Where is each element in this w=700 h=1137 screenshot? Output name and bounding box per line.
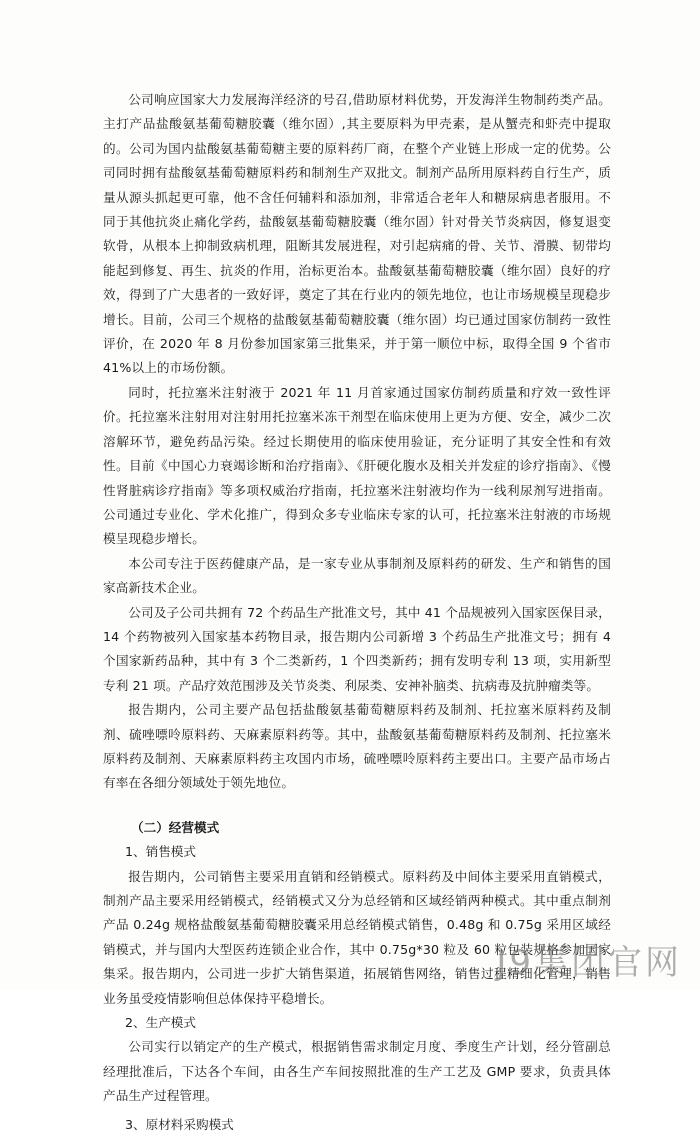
subsection-title-production: 2、生产模式	[125, 1015, 196, 1031]
paragraph-main-products: 报告期内，公司主要产品包括盐酸氨基葡萄糖原料药及制剂、托拉塞米原料药及制剂、硫唑嘌呤原料药、天麻素原料药等。其中，盐酸氨基葡萄糖原料药及制剂、托拉塞米原料药及制剂、天麻素原料药主攻国内市场，硫唑嘌呤原料药主要出口。主要产品市场占有率在各细分领域处于领先地位。	[103, 702, 611, 791]
paragraph-main-product: 公司响应国家大力发展海洋经济的号召,借助原材料优势，开发海洋生物制药类产品。主打产品盐酸氨基葡萄糖胶囊（维尔固）,其主要原料为甲壳素，是从蟹壳和虾壳中提取的。公司为国内盐酸氨基葡萄糖主要的原料药厂商，在整个产业链上形成一定的优势。公司同时拥有盐酸氨基葡萄糖原料药和制剂生产双批文。制剂产品所用原料药自行生产，质量从源头抓起更可靠，他不含任何辅料和添加剂，非常适合老年人和糖尿病患者服用。不同于其他抗炎止痛化学药，盐酸氨基葡萄糖胶囊（维尔固）针对骨关节炎病因，修复退变软骨，从根本上抑制致病机理，阻断其发展进程，对引起病痛的骨、关节、滑膜、韧带均能起到修复、再生、抗炎的作用，治标更治本。盐酸氨基葡萄糖胶囊（维尔固）良好的疗效，得到了广大患者的一致好评，奠定了其在行业内的领先地位，也让市场规模呈现稳步增长。目前，公司三个规格的盐酸氨基葡萄糖胶囊（维尔固）均已通过国家仿制药一致性评价，在 2020 年 8 月份参加国家第三批集采，并于第一顺位中标，取得全国 9 个省市 41%以上的市场份额。	[103, 92, 611, 376]
paragraph-torasemide: 同时，托拉塞米注射液于 2021 年 11 月首家通过国家仿制药质量和疗效一致性评价。托拉塞米注射用对注射用托拉塞米冻干剂型在临床使用上更为方便、安全，减少二次溶解环节，避免药品污染。经过长期使用的临床使用验证，充分证明了其安全性和有效性。目前《中国心力衰竭诊断和治疗指南》、《肝硬化腹水及相关并发症的诊疗指南》、《慢性肾脏病诊疗指南》等多项权威治疗指南，托拉塞米注射液均作为一线利尿剂写进指南。公司通过专业化、学术化推广，得到众多专业临床专家的认可，托拉塞米注射液的市场规模呈现稳步增长。	[103, 384, 611, 547]
paragraph-production-model: 公司实行以销定产的生产模式，根据销售需求制定月度、季度生产计划，经分管副总经理批准后，下达各个车间，由各生产车间按照批准的生产工艺及 GMP 要求，负责具体产品生产过程管理。	[103, 1039, 611, 1104]
paragraph-company-profile: 本公司专注于医药健康产品，是一家专业从事制剂及原料药的研发、生产和销售的国家高新技术企业。	[103, 555, 611, 596]
section-title-business-model: （二）经营模式	[131, 819, 220, 835]
paragraph-licenses: 公司及子公司共拥有 72 个药品生产批准文号，其中 41 个品规被列入国家医保目录，14 个药物被列入国家基本药物目录，报告期内公司新增 3 个药品生产批准文号；拥有 4 个国家新药品种，其中有 3 个二类新药，1 个四类新药；拥有发明专利 13 项，实用新型专利 21 项。产品疗效范围涉及关节炎类、利尿类、安神补脑类、抗病毒及抗肿瘤类等。	[103, 604, 611, 693]
paragraph-sales-model: 报告期内，公司销售主要采用直销和经销模式。原料药及中间体主要采用直销模式，制剂产品主要采用经销模式，经销模式又分为总经销和区域经销两种模式。其中重点制剂产品 0.24g 规格盐酸氨基葡萄糖胶囊采用总经销模式销售，0.48g 和 0.75g 采用区域经销模式，并与国内大型医药连锁企业合作，其中 0.75g*30 粒及 60 粒包装规格参加国家集采。报告期内，公司进一步扩大销售渠道，拓展销售网络，销售过程精细化管理，销售业务虽受疫情影响但总体保持平稳增长。	[103, 868, 611, 1006]
subsection-title-sales: 1、销售模式	[125, 844, 196, 860]
subsection-title-procurement: 3、原材料采购模式	[125, 1116, 234, 1132]
site-watermark: J9集团官网	[496, 943, 682, 983]
